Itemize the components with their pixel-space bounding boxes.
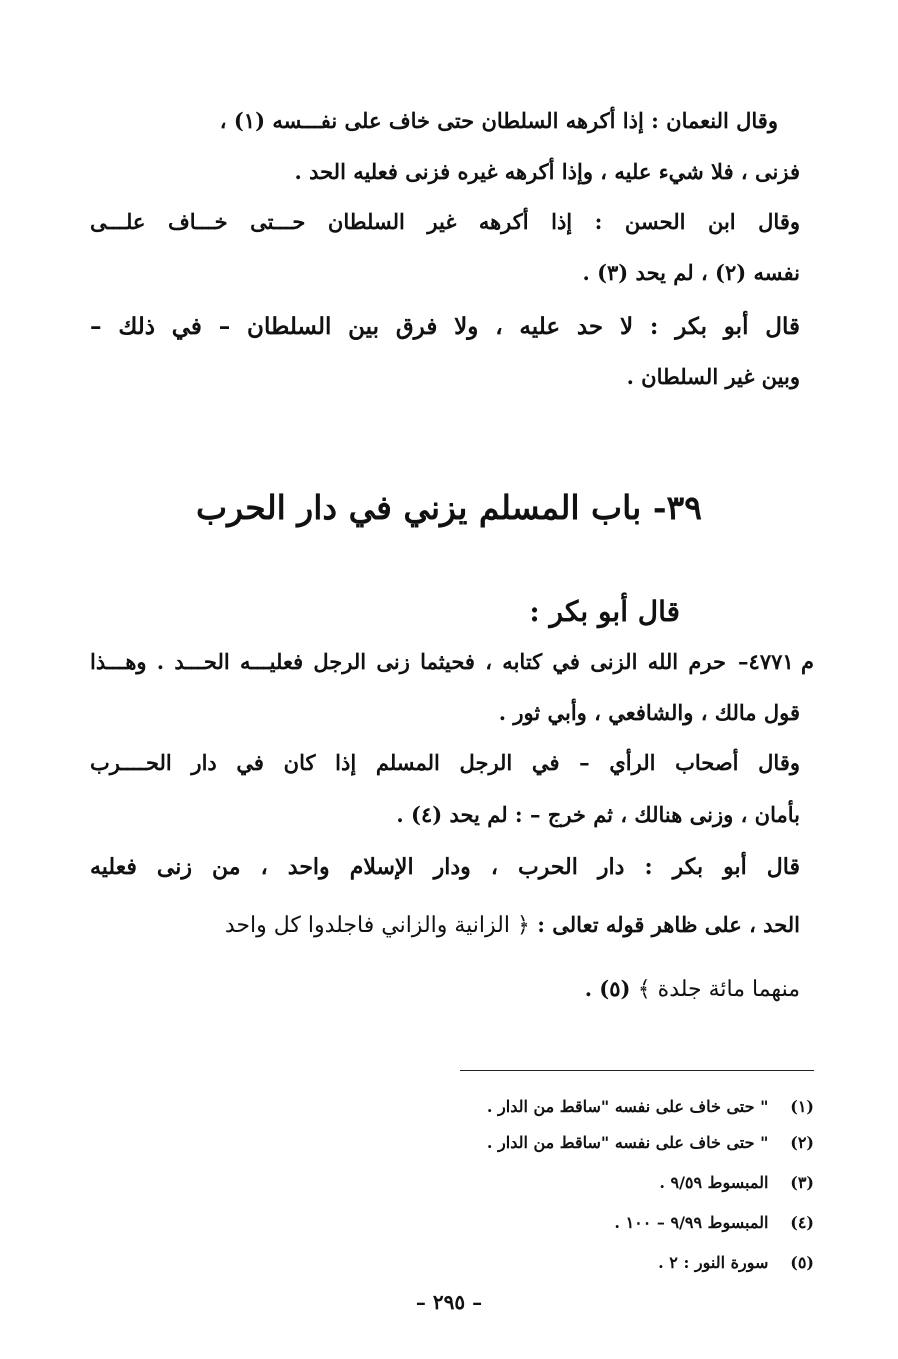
paragraph-line-with-verse bbox=[90, 908, 800, 943]
page-number: – ٢٩٥ – bbox=[415, 1290, 483, 1314]
footnote bbox=[487, 1130, 814, 1156]
paragraph-line: وقال النعمان : إذا أكرهه السلطان حتى خاف على نفـــسه (١) ، bbox=[219, 108, 778, 133]
paragraph-line: قال أبو بكر : لا حد عليه ، ولا فرق بين السلطان – في ذلك – bbox=[90, 313, 800, 340]
footnote-number: (٣) bbox=[790, 1173, 814, 1192]
paragraph-line: نفسه (٢) ، لم يحد (٣) . bbox=[582, 260, 800, 285]
quran-verse: ﴿ الزانية والزاني فاجلدوا كل واحد bbox=[224, 913, 530, 938]
footnote-text: سورة النور : ٢ . bbox=[658, 1253, 769, 1272]
paragraph-line-with-verse bbox=[585, 972, 800, 1007]
paragraph-text: الحد ، على ظاهر قوله تعالى : bbox=[537, 912, 800, 937]
paragraph-line: وقال ابن الحسن : إذا أكرهه غير السلطان حـــتى خـــاف علـــى bbox=[90, 209, 800, 234]
footnote bbox=[659, 1170, 814, 1196]
footnote-text: المبسوط ٩/٥٩ . bbox=[659, 1173, 769, 1192]
footnote bbox=[614, 1210, 814, 1236]
footnote bbox=[658, 1250, 814, 1276]
paragraph-line: قول مالك ، والشافعي ، وأبي ثور . bbox=[498, 700, 800, 725]
footnote-number: (١) bbox=[790, 1097, 814, 1116]
paragraph-line: وبين غير السلطان . bbox=[626, 364, 800, 389]
footnote bbox=[487, 1094, 814, 1120]
footnote-text: " حتى خاف على نفسه "ساقط من الدار . bbox=[486, 1097, 769, 1116]
footnote-number: (٤) bbox=[790, 1213, 814, 1232]
footnote-number: (٥) bbox=[790, 1253, 814, 1272]
chapter-heading: ٣٩- باب المسلم يزني في دار الحرب bbox=[196, 488, 702, 527]
paragraph-line: بأمان ، وزنى هنالك ، ثم خرج – : لم يحد (٤) . bbox=[396, 802, 800, 827]
footnote-text: " حتى خاف على نفسه "ساقط من الدار . bbox=[486, 1133, 769, 1152]
paragraph-text: (٥) . bbox=[584, 976, 631, 1001]
paragraph-line: قال أبو بكر : دار الحرب ، ودار الإسلام واحد ، من زنى فعليه bbox=[90, 854, 800, 880]
paragraph-line: وقال أصحاب الرأي – في الرجل المسلم إذا كان في دار الحــــرب bbox=[90, 750, 800, 775]
footnote-number: (٢) bbox=[790, 1133, 814, 1152]
paragraph-line: حرم الله الزنى في كتابه ، فحيثما زنى الرجل فعليـــه الحـــد . وهـــذا bbox=[90, 649, 726, 674]
entry-number: م ٤٧٧١– bbox=[738, 649, 814, 674]
quran-verse: منهما مائة جلدة ﴾ bbox=[637, 977, 800, 1002]
paragraph-line: فزنى ، فلا شيء عليه ، وإذا أكرهه غيره فزنى فعليه الحد . bbox=[294, 159, 800, 184]
footnote-divider bbox=[460, 1070, 814, 1071]
section-subheading: قال أبو بكر : bbox=[529, 595, 680, 628]
footnote-text: المبسوط ٩/٩٩ – ١٠٠ . bbox=[614, 1213, 769, 1232]
